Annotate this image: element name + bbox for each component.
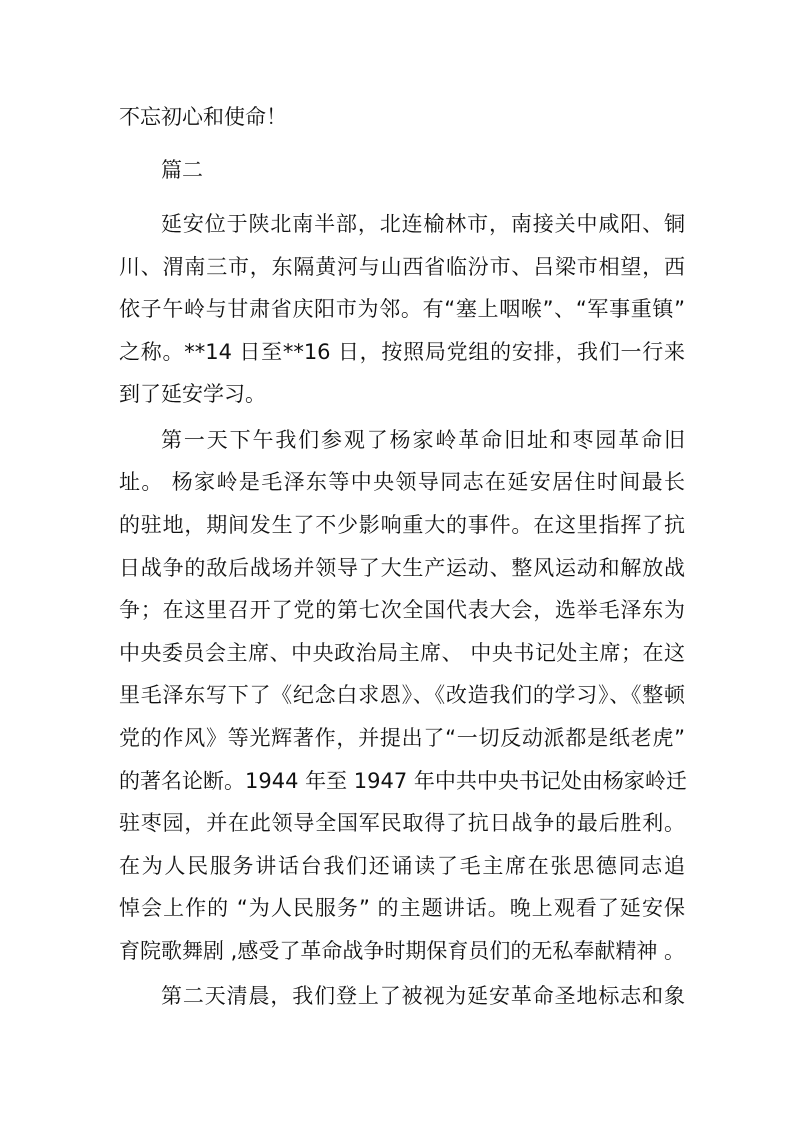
text-line: 的著名论断。1944 年至 1947 年中共中央书记处由杨家岭迁: [119, 769, 687, 793]
text-line: 川、渭南三市，东隔黄河与山西省临汾市、吕梁市相望，西: [119, 255, 685, 279]
text-line: 里毛泽东写下了《纪念白求恩》、《改造我们的学习》、《整顿: [119, 683, 685, 707]
text-line: 延安位于陕北南半部，北连榆林市，南接关中咸阳、铜: [161, 212, 685, 236]
text-line: 驻枣园，并在此领导全国军民取得了抗日战争的最后胜利。: [119, 811, 685, 835]
text-line: 第一天下午我们参观了杨家岭革命旧址和枣园革命旧: [161, 428, 685, 452]
text-line: 在为人民服务讲话台我们还诵读了毛主席在张思德同志追: [119, 854, 685, 878]
section-heading: 篇二: [161, 158, 203, 182]
text-line: 的驻地，期间发生了不少影响重大的事件。在这里指挥了抗: [119, 513, 685, 537]
text-line: 悼会上作的 “为人民服务” 的主题讲话。晚上观看了延安保: [119, 896, 685, 920]
text-line: 日战争的敌后战场并领导了大生产运动、整风运动和解放战: [119, 556, 685, 580]
text-line: 第二天清晨，我们登上了被视为延安革命圣地标志和象: [161, 984, 685, 1008]
text-line: 中央委员会主席、中央政治局主席、 中央书记处主席；在这: [119, 641, 685, 665]
text-line: 党的作风》等光辉著作，并提出了“一切反动派都是纸老虎”: [119, 726, 685, 750]
text-line: 之称。**14 日至**16 日，按照局党组的安排，我们一行来: [119, 340, 685, 364]
text-line: 育院歌舞剧 ,感受了革命战争时期保育员们的无私奉献精神 。: [119, 939, 686, 963]
text-line: 争；在这里召开了党的第七次全国代表大会，选举毛泽东为: [119, 598, 685, 622]
text-line: 不忘初心和使命！: [119, 105, 287, 129]
text-line: 到了延安学习。: [119, 382, 266, 406]
text-line: 址。 杨家岭是毛泽东等中央领导同志在延安居住时间最长: [119, 470, 685, 494]
text-line: 依子午岭与甘肃省庆阳市为邻。有“塞上咽喉”、“军事重镇”: [119, 297, 685, 321]
